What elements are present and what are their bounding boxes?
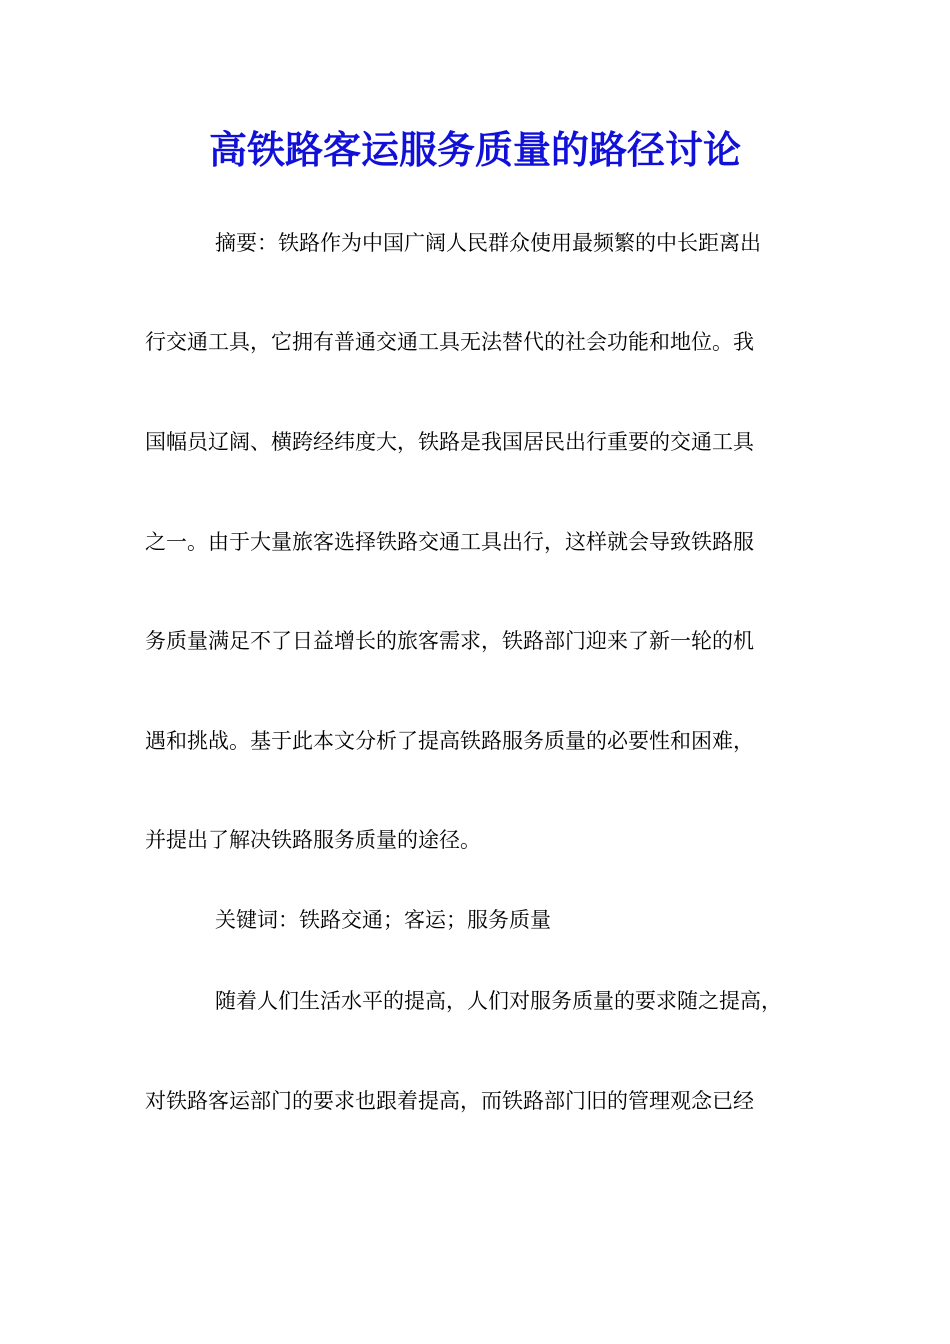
abstract-line: 遇和挑战。基于此本文分析了提高铁路服务质量的必要性和困难， [145,729,754,753]
abstract-line: 国幅员辽阔、横跨经纬度大，铁路是我国居民出行重要的交通工具 [145,430,754,454]
abstract-line: 并提出了解决铁路服务质量的途径。 [145,828,481,852]
abstract-line: 摘要：铁路作为中国广阔人民群众使用最频繁的中长距离出 [215,231,761,255]
abstract-line: 之一。由于大量旅客选择铁路交通工具出行，这样就会导致铁路服 [145,530,754,554]
body-line: 随着人们生活水平的提高，人们对服务质量的要求随之提高， [215,989,782,1013]
body-line: 对铁路客运部门的要求也跟着提高，而铁路部门旧的管理观念已经 [145,1089,754,1113]
keywords-line: 关键词：铁路交通；客运；服务质量 [215,908,551,932]
abstract-line: 行交通工具，它拥有普通交通工具无法替代的社会功能和地位。我 [145,330,754,354]
abstract-line: 务质量满足不了日益增长的旅客需求，铁路部门迎来了新一轮的机 [145,629,754,653]
document-title: 高铁路客运服务质量的路径讨论 [208,127,741,172]
